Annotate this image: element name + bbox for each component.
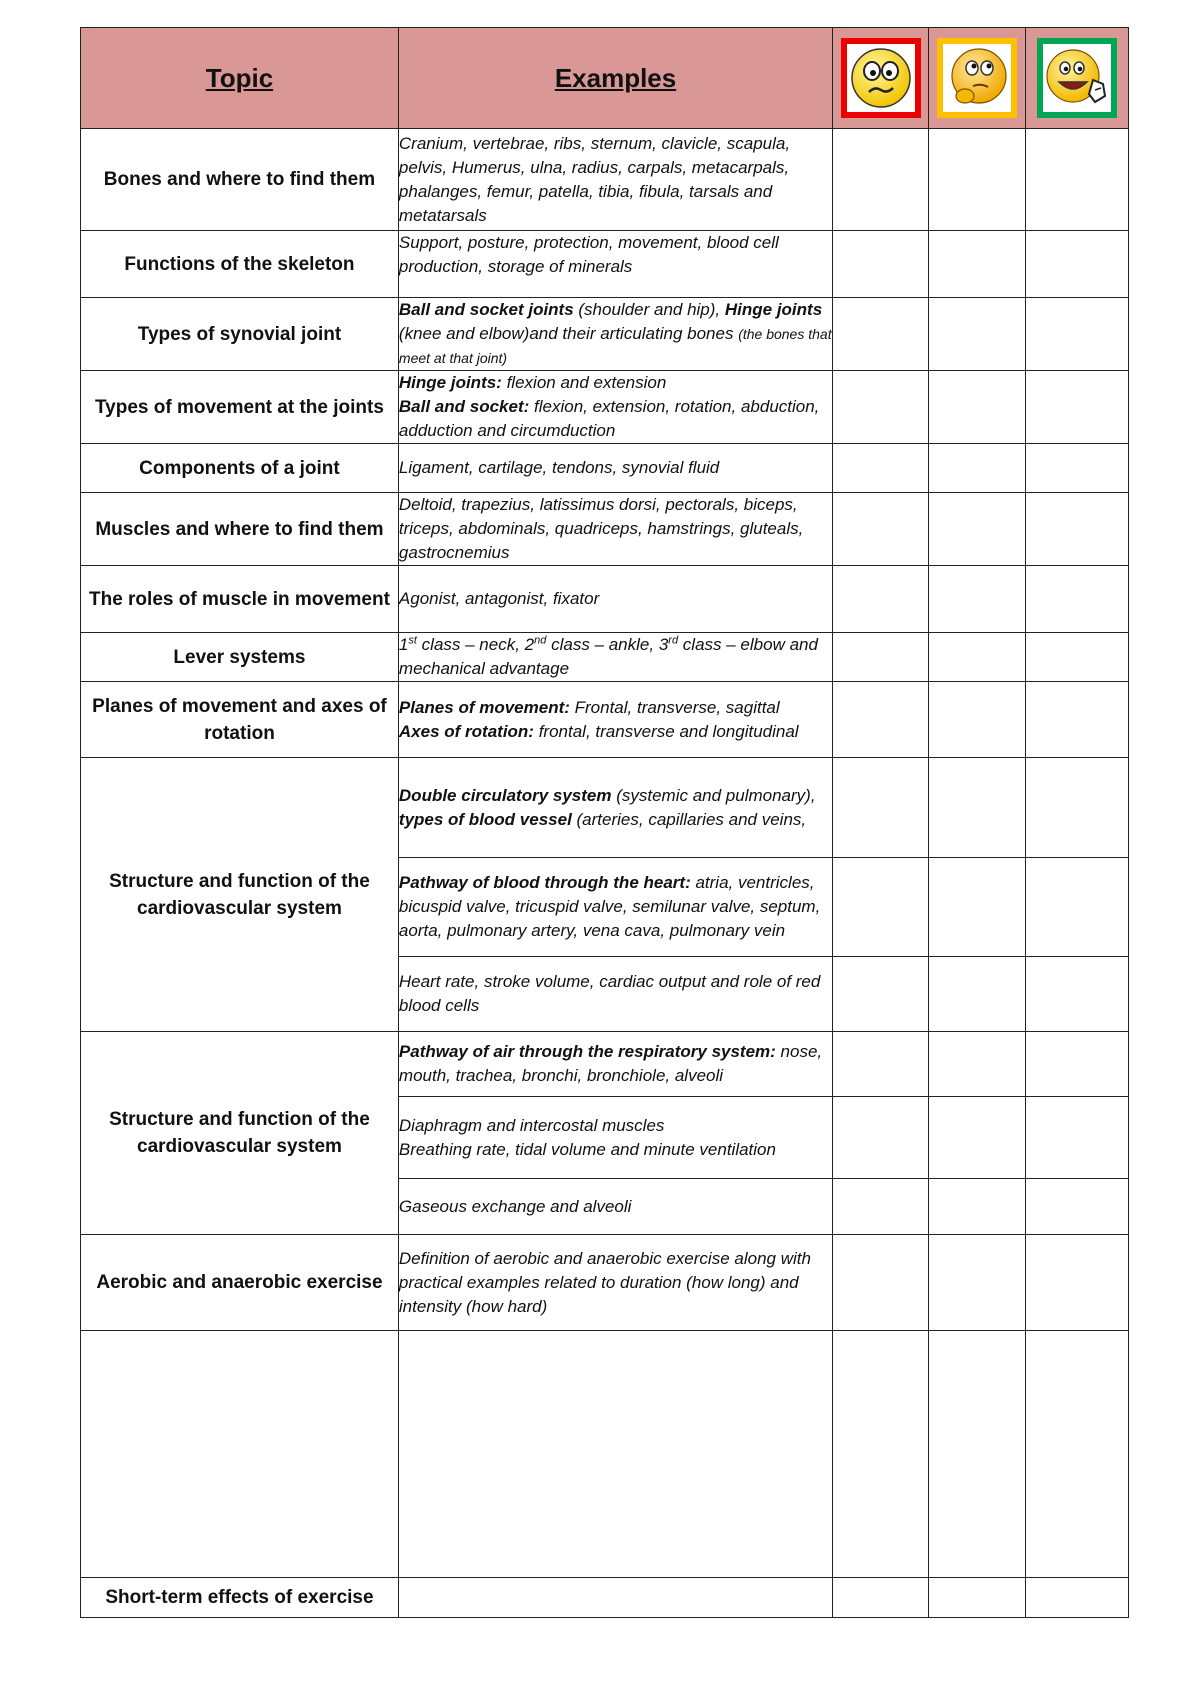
examples-cell: Gaseous exchange and alveoli: [398, 1179, 832, 1235]
examples-cell: Deltoid, trapezius, latissimus dorsi, pectorals, biceps, triceps, abdominals, quadriceps, hamstrings, gluteals, gastrocnemius: [398, 493, 832, 566]
amber-rating-cell[interactable]: [929, 858, 1025, 957]
confident-face-icon: [1037, 38, 1117, 118]
table-row: [81, 444, 1129, 493]
examples-cell: [398, 1331, 832, 1578]
hinge-term: Hinge joints: [724, 300, 823, 319]
green-rating-cell[interactable]: [1025, 758, 1128, 858]
table-row: [81, 1578, 1129, 1618]
example-text: nose, mouth, trachea, bronchi, bronchiole, alveoli: [398, 1042, 823, 1085]
examples-cell: Agonist, antagonist, fixator: [398, 566, 832, 633]
topic-cell: Short-term effects of exercise: [81, 1578, 399, 1618]
red-rating-cell[interactable]: [833, 1235, 929, 1331]
examples-cell: [398, 758, 832, 858]
green-rating-cell[interactable]: [1025, 1032, 1128, 1097]
topic-header: Topic: [81, 28, 399, 129]
examples-cell: [398, 371, 832, 444]
amber-rating-cell[interactable]: [929, 444, 1025, 493]
blood-vessel-term: types of blood vessel: [398, 809, 572, 829]
topic-cell: Types of movement at the joints: [81, 371, 399, 444]
green-rating-cell[interactable]: [1025, 1578, 1128, 1618]
example-text: class – neck,: [416, 635, 525, 654]
examples-cell: Cranium, vertebrae, ribs, sternum, clavicle, scapula, pelvis, Humerus, ulna, radius, carpals, metacarpals, phalanges, femur, patella, tibia, fibula, tarsals and metatarsals: [398, 129, 832, 231]
ball-socket-term: Ball and socket:: [398, 397, 530, 416]
topic-cell: Structure and function of the cardiovascular system: [81, 1032, 399, 1235]
example-text: class – ankle,: [546, 635, 659, 654]
red-rating-cell[interactable]: [833, 858, 929, 957]
table-row: [81, 298, 1129, 371]
example-text: (shoulder and hip),: [573, 300, 725, 319]
examples-cell: [398, 633, 832, 682]
green-rating-cell[interactable]: [1025, 371, 1128, 444]
red-rating-cell[interactable]: [833, 682, 929, 758]
green-rating-cell[interactable]: [1025, 633, 1128, 682]
red-rating-cell[interactable]: [833, 231, 929, 298]
red-rating-cell[interactable]: [833, 298, 929, 371]
green-rating-header: [1025, 28, 1128, 129]
red-rating-cell[interactable]: [833, 129, 929, 231]
red-rating-cell[interactable]: [833, 1032, 929, 1097]
lever-class-number: 2: [524, 635, 535, 654]
red-rating-cell[interactable]: [833, 633, 929, 682]
red-rating-header: [833, 28, 929, 129]
red-rating-cell[interactable]: [833, 957, 929, 1032]
table-row: [81, 1331, 1129, 1578]
example-text: (knee and elbow)and their articulating bones: [398, 324, 739, 343]
red-rating-cell[interactable]: [833, 1331, 929, 1578]
table-row: [81, 231, 1129, 298]
amber-rating-cell[interactable]: [929, 1331, 1025, 1578]
examples-cell: [398, 682, 832, 758]
amber-rating-cell[interactable]: [929, 1235, 1025, 1331]
worried-face-icon: [841, 38, 921, 118]
green-rating-cell[interactable]: [1025, 1331, 1128, 1578]
topic-cell: Functions of the skeleton: [81, 231, 399, 298]
examples-cell: [398, 1032, 832, 1097]
table-row: [81, 371, 1129, 444]
green-rating-cell[interactable]: [1025, 444, 1128, 493]
examples-cell: [398, 1578, 832, 1618]
hinge-term: Hinge joints:: [398, 373, 502, 392]
green-rating-cell[interactable]: [1025, 1235, 1128, 1331]
examples-cell: Ligament, cartilage, tendons, synovial fluid: [398, 444, 832, 493]
table-row: [81, 758, 1129, 858]
topic-cell: The roles of muscle in movement: [81, 566, 399, 633]
red-rating-cell[interactable]: [833, 1179, 929, 1235]
topic-cell: Lever systems: [81, 633, 399, 682]
table-row: [81, 633, 1129, 682]
amber-rating-cell[interactable]: [929, 371, 1025, 444]
examples-cell: Support, posture, protection, movement, blood cell production, storage of minerals: [398, 231, 832, 298]
example-note: (the bones that meet at that joint): [398, 326, 832, 366]
green-rating-cell[interactable]: [1025, 1097, 1128, 1179]
table-row: [81, 566, 1129, 633]
topic-cell: Structure and function of the cardiovascular system: [81, 758, 399, 1032]
amber-rating-cell[interactable]: [929, 493, 1025, 566]
green-rating-cell[interactable]: [1025, 682, 1128, 758]
circulatory-term: Double circulatory system: [398, 785, 612, 805]
red-rating-cell[interactable]: [833, 1578, 929, 1618]
lever-class-number: 1: [398, 635, 409, 654]
examples-cell: Definition of aerobic and anaerobic exercise along with practical examples related to duration (how long) and intensity (how hard): [398, 1235, 832, 1331]
amber-rating-cell[interactable]: [929, 298, 1025, 371]
ordinal-suffix: rd: [668, 634, 679, 647]
lever-class-number: 3: [658, 635, 669, 654]
table-row: [81, 682, 1129, 758]
red-rating-cell[interactable]: [833, 444, 929, 493]
amber-rating-cell[interactable]: [929, 1097, 1025, 1179]
planes-term: Planes of movement:: [398, 697, 570, 717]
table-row: [81, 1032, 1129, 1097]
examples-cell: [398, 1097, 832, 1179]
green-rating-cell[interactable]: [1025, 231, 1128, 298]
topic-cell: Muscles and where to find them: [81, 493, 399, 566]
table-row: [81, 493, 1129, 566]
ball-socket-term: Ball and socket joints: [398, 300, 574, 319]
blood-pathway-term: Pathway of blood through the heart:: [398, 873, 691, 892]
green-rating-cell[interactable]: [1025, 566, 1128, 633]
green-rating-cell[interactable]: [1025, 298, 1128, 371]
air-pathway-term: Pathway of air through the respiratory system:: [398, 1042, 776, 1061]
topic-cell: Planes of movement and axes of rotation: [81, 682, 399, 758]
amber-rating-header: [929, 28, 1025, 129]
example-text: (systemic and pulmonary),: [611, 785, 816, 805]
table-row: [81, 1235, 1129, 1331]
examples-cell: Heart rate, stroke volume, cardiac output and role of red blood cells: [398, 957, 832, 1032]
green-rating-cell[interactable]: [1025, 957, 1128, 1032]
example-text: flexion and extension: [501, 373, 667, 392]
example-text: class – elbow and mechanical advantage: [398, 635, 818, 678]
green-rating-cell[interactable]: [1025, 129, 1128, 231]
topic-cell: Components of a joint: [81, 444, 399, 493]
example-text: (arteries, capillaries and veins,: [571, 809, 807, 829]
header-row: [81, 28, 1129, 129]
amber-rating-cell[interactable]: [929, 758, 1025, 858]
amber-rating-cell[interactable]: [929, 129, 1025, 231]
example-text: Breathing rate, tidal volume and minute ventilation: [398, 1139, 776, 1159]
example-text: Diaphragm and intercostal muscles: [398, 1115, 665, 1135]
topic-checklist-table: [80, 27, 1129, 1618]
amber-rating-cell[interactable]: [929, 957, 1025, 1032]
red-rating-cell[interactable]: [833, 371, 929, 444]
example-text: frontal, transverse and longitudinal: [533, 721, 799, 741]
amber-rating-cell[interactable]: [929, 1032, 1025, 1097]
topic-cell: [81, 1331, 399, 1578]
topic-cell: Aerobic and anaerobic exercise: [81, 1235, 399, 1331]
topic-cell: Bones and where to find them: [81, 129, 399, 231]
amber-rating-cell[interactable]: [929, 633, 1025, 682]
examples-cell: [398, 298, 832, 371]
red-rating-cell[interactable]: [833, 758, 929, 858]
green-rating-cell[interactable]: [1025, 1179, 1128, 1235]
axes-term: Axes of rotation:: [398, 721, 534, 741]
example-text: atria, ventricles, bicuspid valve, tricuspid valve, semilunar valve, septum, aorta, pulmonary artery, vena cava, pulmonary vein: [398, 873, 821, 940]
examples-cell: [398, 858, 832, 957]
red-rating-cell[interactable]: [833, 1097, 929, 1179]
amber-rating-cell[interactable]: [929, 682, 1025, 758]
ordinal-suffix: st: [408, 634, 417, 647]
table-row: [81, 129, 1129, 231]
amber-rating-cell[interactable]: [929, 1578, 1025, 1618]
amber-rating-cell[interactable]: [929, 566, 1025, 633]
red-rating-cell[interactable]: [833, 566, 929, 633]
green-rating-cell[interactable]: [1025, 493, 1128, 566]
amber-rating-cell[interactable]: [929, 231, 1025, 298]
example-text: Frontal, transverse, sagittal: [569, 697, 780, 717]
topic-cell: Types of synovial joint: [81, 298, 399, 371]
amber-rating-cell[interactable]: [929, 1179, 1025, 1235]
red-rating-cell[interactable]: [833, 493, 929, 566]
green-rating-cell[interactable]: [1025, 858, 1128, 957]
ordinal-suffix: nd: [534, 634, 547, 647]
examples-header: Examples: [398, 28, 832, 129]
thinking-face-icon: [937, 38, 1017, 118]
example-text: flexion, extension, rotation, abduction, adduction and circumduction: [398, 397, 820, 440]
